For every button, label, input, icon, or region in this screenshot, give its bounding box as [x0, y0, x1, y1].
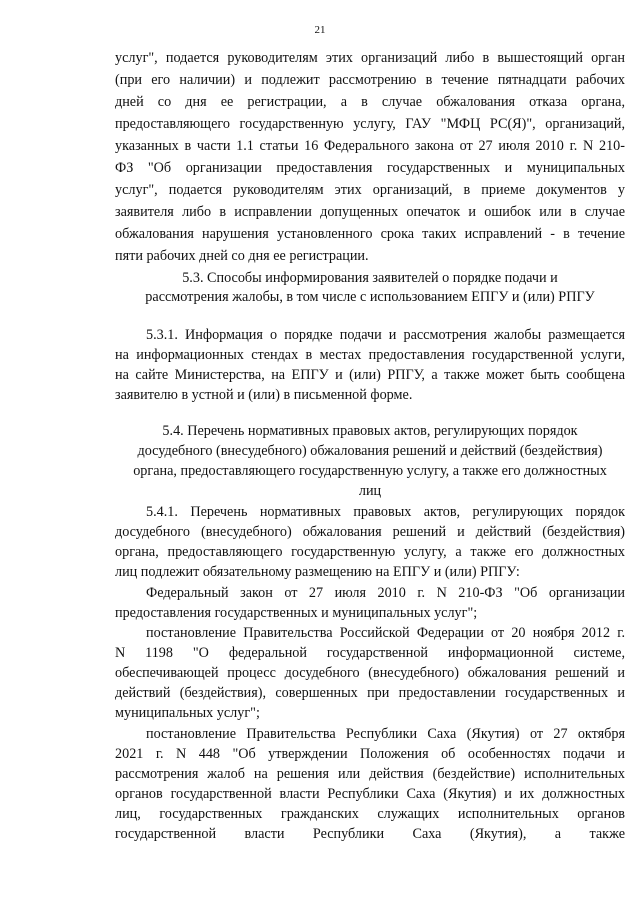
text-line: заявителя либо в исправлении допущенных опечаток и ошибок или в случае — [115, 204, 625, 220]
text-line: досудебного (внесудебного) обжалования решений и действий (бездействия) — [115, 524, 625, 540]
text-line: лиц подлежит обязательному размещению на ЕПГУ и (или) РПГУ: — [115, 564, 520, 580]
heading-line: рассмотрения жалобы, в том числе с использованием ЕПГУ и (или) РПГУ — [145, 289, 595, 305]
heading-line: органа, предоставляющего государственную услугу, а также его должностных — [133, 463, 607, 479]
text-line: предоставляющего государственную услугу, ГАУ "МФЦ РС(Я)", организаций, — [115, 116, 625, 132]
text-line: лиц, государственных гражданских служащих исполнительных органов — [115, 806, 625, 822]
heading-line: 5.3. Способы информирования заявителей о порядке подачи и — [182, 270, 558, 286]
text-line: указанных в части 1.1 статьи 16 Федерального закона от 27 июля 2010 г. N 210- — [115, 138, 625, 154]
text-line: постановление Правительства Республики Саха (Якутия) от 27 октября — [146, 726, 625, 742]
text-line: обеспечивающей процесс досудебного (внесудебного) обжалования решений и — [115, 665, 625, 681]
text-line: услуг", подается руководителям этих организаций, в приеме документов у — [115, 182, 625, 198]
heading-line: досудебного (внесудебного) обжалования решений и действий (бездействия) — [137, 443, 603, 459]
text-line: предоставления государственных и муниципальных услуг"; — [115, 605, 478, 621]
text-line: постановление Правительства Российской Федерации от 20 ноября 2012 г. — [146, 625, 625, 641]
text-line: дней со дня ее регистрации, а в случае обжалования отказа органа, — [115, 94, 625, 110]
text-line: на информационных стендах в местах предоставления государственной услуги, — [115, 347, 625, 363]
text-line: на сайте Министерства, на ЕПГУ и (или) РПГУ, а также может быть сообщена — [115, 367, 625, 383]
text-line: ФЗ "Об организации предоставления государственных и муниципальных — [115, 160, 625, 176]
text-line: 2021 г. N 448 "Об утверждении Положения об особенностях подачи и — [115, 746, 625, 762]
heading-line: лиц — [358, 483, 382, 499]
text-line: (при его наличии) и подлежит рассмотрению в течение пятнадцати рабочих — [115, 72, 625, 88]
text-line: заявителю в устной и (или) в письменной форме. — [115, 387, 413, 403]
heading-line: 5.4. Перечень нормативных правовых актов, регулирующих порядок — [162, 423, 578, 439]
text-line: услуг", подается руководителям этих организаций либо в вышестоящий орган — [115, 50, 625, 66]
text-line: органов государственной власти Республики Саха (Якутия) и их должностных — [115, 786, 625, 802]
text-line: N 1198 "О федеральной государственной информационной системе, — [115, 645, 625, 661]
text-line: муниципальных услуг"; — [115, 705, 260, 721]
text-line: государственной власти Республики Саха (Якутия), а также — [115, 826, 625, 842]
text-line: 5.4.1. Перечень нормативных правовых актов, регулирующих порядок — [146, 504, 625, 520]
text-line: Федеральный закон от 27 июля 2010 г. N 210-ФЗ "Об организации — [146, 585, 625, 601]
text-line: обжалования нарушения установленного срока таких исправлений - в течение — [115, 226, 625, 242]
text-line: рассмотрения жалоб на решения или действия (бездействие) исполнительных — [115, 766, 625, 782]
text-line: органа, предоставляющего государственную услугу, а также его должностных — [115, 544, 625, 560]
text-line: действий (бездействия), совершенных при предоставлении государственных и — [115, 685, 625, 701]
page-number: 21 — [314, 24, 326, 36]
text-line: 5.3.1. Информация о порядке подачи и рассмотрения жалобы размещается — [146, 327, 625, 343]
text-line: пяти рабочих дней со дня ее регистрации. — [115, 248, 369, 264]
